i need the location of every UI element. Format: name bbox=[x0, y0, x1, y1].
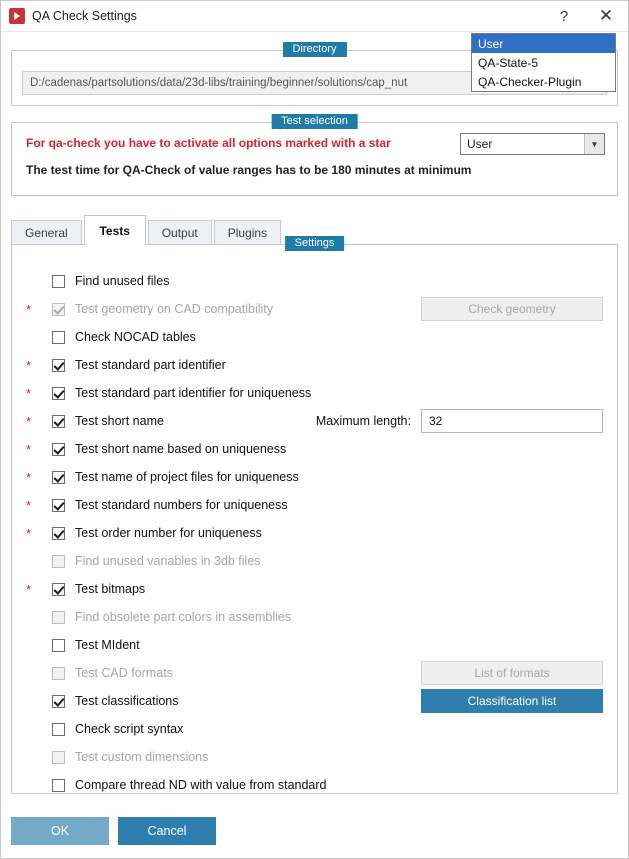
required-star: * bbox=[26, 385, 32, 401]
required-star bbox=[26, 331, 40, 344]
checkbox-compare-thread-nd[interactable] bbox=[52, 779, 65, 792]
required-star bbox=[26, 723, 40, 736]
required-star: * bbox=[26, 357, 32, 373]
required-star: * bbox=[26, 301, 32, 317]
tab-plugins[interactable]: Plugins bbox=[214, 220, 281, 244]
star-warning-text: For qa-check you have to activate all options marked with a star bbox=[26, 136, 391, 150]
checkbox-test-short-name-uniqueness[interactable] bbox=[52, 443, 65, 456]
option-label: Check NOCAD tables bbox=[75, 330, 196, 344]
required-star: * bbox=[26, 413, 32, 429]
required-star bbox=[26, 611, 40, 624]
checkbox-check-script-syntax[interactable] bbox=[52, 723, 65, 736]
required-star: * bbox=[26, 581, 32, 597]
option-row-test-standard-part-identifier[interactable] bbox=[26, 351, 603, 379]
option-row-test-standard-numbers[interactable] bbox=[26, 491, 603, 519]
settings-options-list bbox=[12, 259, 617, 799]
tab-tests[interactable]: Tests bbox=[84, 215, 146, 245]
test-time-info-text: The test time for QA-Check of value ranges has to be 180 minutes at minimum bbox=[26, 163, 472, 177]
option-label: Test custom dimensions bbox=[75, 750, 209, 764]
test-selection-group bbox=[11, 115, 618, 196]
checkbox-test-bitmaps[interactable] bbox=[52, 583, 65, 596]
test-selection-combo[interactable] bbox=[460, 133, 605, 155]
app-icon bbox=[9, 8, 25, 24]
checkbox-test-geometry-cad bbox=[52, 303, 65, 316]
option-row-check-script-syntax[interactable] bbox=[26, 715, 603, 743]
checkbox-test-mident[interactable] bbox=[52, 639, 65, 652]
option-label: Test short name bbox=[75, 414, 164, 428]
required-star: * bbox=[26, 441, 32, 457]
settings-group bbox=[11, 237, 618, 794]
tab-strip bbox=[11, 214, 628, 244]
option-row-find-unused-variables bbox=[26, 547, 603, 575]
checkbox-find-obsolete-part-colors bbox=[52, 611, 65, 624]
option-row-test-project-file-names[interactable] bbox=[26, 463, 603, 491]
option-label: Test order number for uniqueness bbox=[75, 526, 262, 540]
option-row-test-short-name[interactable] bbox=[26, 407, 603, 435]
help-button[interactable]: ? bbox=[559, 7, 569, 25]
checkbox-check-nocad-tables[interactable] bbox=[52, 331, 65, 344]
settings-caption: Settings bbox=[285, 236, 345, 251]
checkbox-test-classifications[interactable] bbox=[52, 695, 65, 708]
option-label: Test classifications bbox=[75, 694, 179, 708]
option-label: Test standard part identifier for uniqueness bbox=[75, 386, 312, 400]
option-label: Check script syntax bbox=[75, 722, 184, 736]
checkbox-test-custom-dimensions bbox=[52, 751, 65, 764]
required-star bbox=[26, 555, 40, 568]
required-star: * bbox=[26, 497, 32, 513]
cancel-button[interactable]: Cancel bbox=[118, 817, 216, 845]
checkbox-test-standard-part-identifier[interactable] bbox=[52, 359, 65, 372]
test-selection-caption: Test selection bbox=[271, 114, 358, 129]
option-label: Find unused variables in 3db files bbox=[75, 554, 261, 568]
classification-list-button[interactable]: Classification list bbox=[421, 689, 603, 713]
option-label: Test geometry on CAD compatibility bbox=[75, 302, 273, 316]
checkbox-test-short-name[interactable] bbox=[52, 415, 65, 428]
required-star bbox=[26, 275, 40, 288]
option-label: Test name of project files for uniqueness bbox=[75, 470, 299, 484]
maximum-length-label: Maximum length: bbox=[315, 414, 411, 428]
option-label: Test CAD formats bbox=[75, 666, 173, 680]
list-of-formats-button: List of formats bbox=[421, 661, 603, 685]
option-row-test-mident[interactable] bbox=[26, 631, 603, 659]
dropdown-option-qa-state-5[interactable]: QA-State-5 bbox=[478, 55, 539, 70]
directory-path-field[interactable]: D:/cadenas/partsolutions/data/23d-libs/training/beginner/solutions/cap_nut bbox=[22, 71, 607, 95]
tab-output[interactable]: Output bbox=[148, 220, 212, 244]
checkbox-test-order-number[interactable] bbox=[52, 527, 65, 540]
required-star: * bbox=[26, 525, 32, 541]
option-label: Compare thread ND with value from standard bbox=[75, 778, 327, 792]
dropdown-option-user[interactable]: User bbox=[472, 34, 615, 53]
test-selection-combo-value: User bbox=[467, 137, 493, 151]
tab-general[interactable]: General bbox=[11, 220, 82, 244]
option-row-test-cad-formats bbox=[26, 659, 603, 687]
option-row-test-custom-dimensions bbox=[26, 743, 603, 771]
option-label: Find obsolete part colors in assemblies bbox=[75, 610, 292, 624]
option-row-test-bitmaps[interactable] bbox=[26, 575, 603, 603]
option-row-test-standard-part-identifier-uniqueness[interactable] bbox=[26, 379, 603, 407]
maximum-length-input[interactable]: 32 bbox=[421, 409, 603, 433]
required-star bbox=[26, 779, 40, 792]
option-row-test-geometry-cad[interactable] bbox=[26, 295, 603, 323]
test-selection-dropdown-list[interactable] bbox=[471, 33, 616, 92]
checkbox-test-standard-part-identifier-uniqueness[interactable] bbox=[52, 387, 65, 400]
option-row-check-nocad-tables[interactable] bbox=[26, 323, 603, 351]
option-row-test-order-number[interactable] bbox=[26, 519, 603, 547]
option-label: Test standard numbers for uniqueness bbox=[75, 498, 288, 512]
window-title: QA Check Settings bbox=[32, 9, 137, 23]
checkbox-test-cad-formats bbox=[52, 667, 65, 680]
option-label: Test standard part identifier bbox=[75, 358, 226, 372]
option-row-find-unused-files[interactable] bbox=[26, 267, 603, 295]
chevron-down-icon[interactable]: ▼ bbox=[584, 134, 604, 154]
required-star bbox=[26, 639, 40, 652]
title-bar bbox=[1, 1, 628, 32]
required-star: * bbox=[26, 469, 32, 485]
checkbox-test-project-file-names[interactable] bbox=[52, 471, 65, 484]
option-row-find-obsolete-part-colors bbox=[26, 603, 603, 631]
option-label: Find unused files bbox=[75, 274, 170, 288]
option-row-test-classifications[interactable] bbox=[26, 687, 603, 715]
option-row-test-short-name-uniqueness[interactable] bbox=[26, 435, 603, 463]
option-label: Test MIdent bbox=[75, 638, 140, 652]
option-row-compare-thread-nd[interactable] bbox=[26, 771, 603, 799]
required-star bbox=[26, 751, 40, 764]
dropdown-option-qa-checker-plugin[interactable]: QA-Checker-Plugin bbox=[478, 74, 582, 89]
ok-button[interactable]: OK bbox=[11, 817, 109, 845]
check-geometry-button: Check geometry bbox=[421, 297, 603, 321]
option-label: Test short name based on uniqueness bbox=[75, 442, 287, 456]
checkbox-find-unused-variables bbox=[52, 555, 65, 568]
close-icon[interactable]: ✕ bbox=[598, 6, 614, 25]
directory-caption: Directory bbox=[282, 42, 346, 57]
required-star bbox=[26, 667, 40, 680]
checkbox-find-unused-files[interactable] bbox=[52, 275, 65, 288]
option-label: Test bitmaps bbox=[75, 582, 146, 596]
dialog-footer bbox=[1, 804, 628, 858]
required-star bbox=[26, 695, 40, 708]
checkbox-test-standard-numbers[interactable] bbox=[52, 499, 65, 512]
